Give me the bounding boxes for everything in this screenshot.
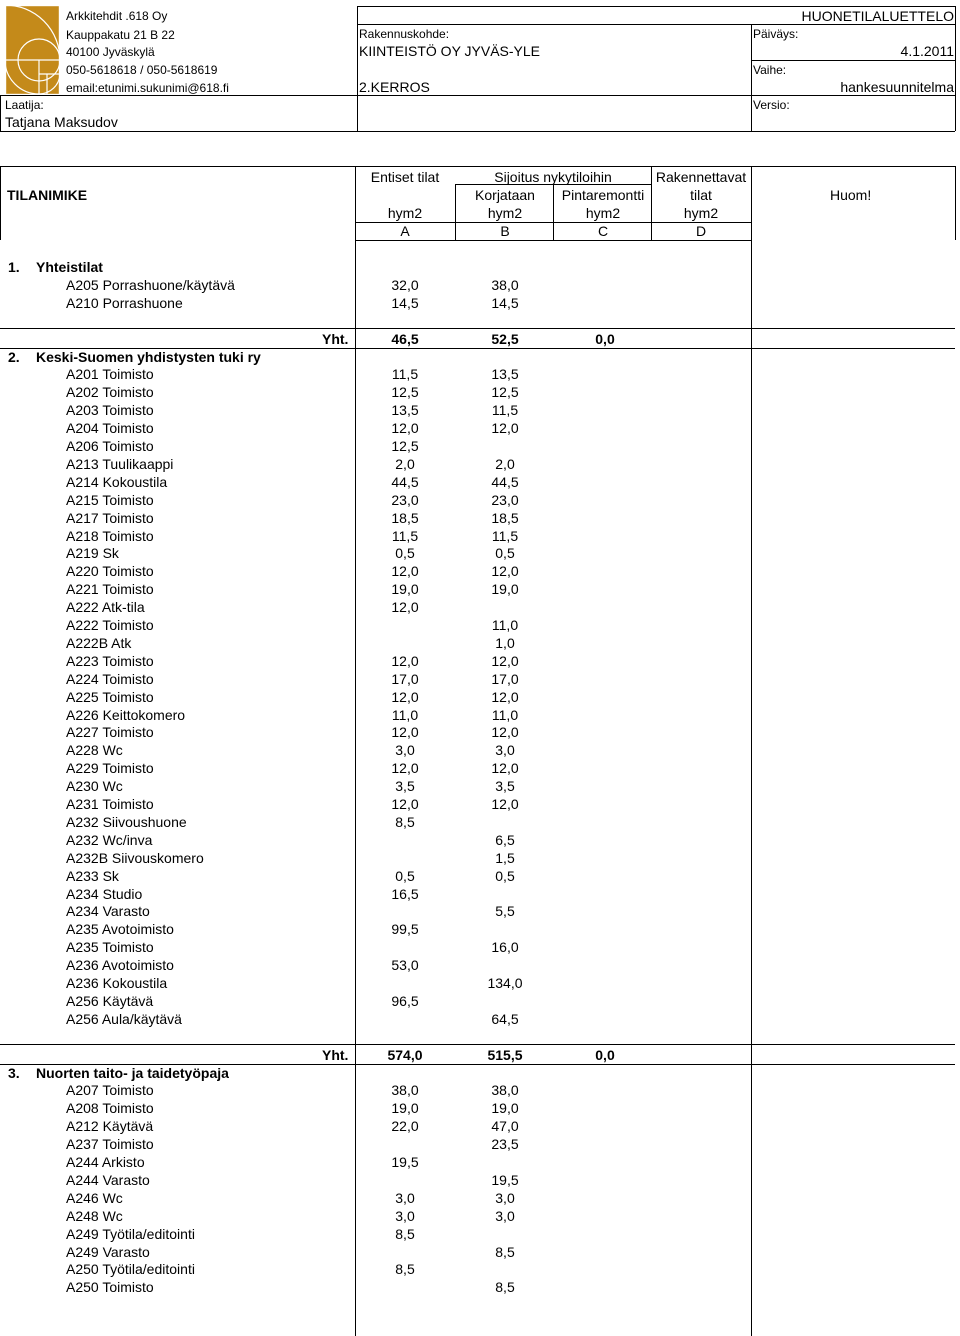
section-header — [0, 1064, 960, 1082]
room-name: A225 Toimisto — [66, 688, 154, 705]
total-existing: 46,5 — [391, 330, 419, 347]
room-row — [0, 1243, 960, 1261]
repair-area: 8,5 — [495, 1279, 515, 1296]
repair-area: 1,5 — [495, 849, 515, 866]
room-name: A206 Toimisto — [66, 438, 154, 454]
existing-area: 12,0 — [391, 688, 419, 705]
room-name: A213 Tuulikaappi — [66, 455, 174, 472]
total-existing: 574,0 — [387, 1046, 423, 1063]
existing-area: 23,0 — [391, 491, 419, 508]
total-repair: 52,5 — [491, 330, 519, 347]
room-name: A232B Siivouskomero — [66, 849, 204, 866]
room-row — [0, 527, 960, 545]
repair-area: 38,0 — [491, 1082, 519, 1099]
room-row — [0, 598, 960, 616]
repair-area: 3,0 — [495, 742, 515, 759]
room-row — [0, 437, 960, 455]
room-name: A220 Toimisto — [66, 563, 154, 580]
room-name: A222B Atk — [66, 634, 132, 651]
existing-area: 13,5 — [391, 402, 419, 419]
room-row — [0, 634, 960, 652]
existing-area: 19,5 — [391, 1154, 419, 1170]
room-name: A228 Wc — [66, 742, 123, 759]
room-row — [0, 276, 960, 294]
room-row — [0, 670, 960, 688]
column-built-header-2: tilat — [690, 187, 712, 203]
company-street: Kauppakatu 21 B 22 — [66, 28, 175, 42]
repair-area: 38,0 — [491, 276, 519, 293]
room-row — [0, 849, 960, 867]
room-name: A227 Toimisto — [66, 724, 154, 741]
room-row — [0, 992, 960, 1010]
repair-area: 3,5 — [495, 778, 515, 795]
column-placement-header: Sijoitus nykytiloihin — [494, 169, 612, 185]
company-city: 40100 Jyväskylä — [66, 45, 155, 59]
existing-area: 3,0 — [395, 1189, 415, 1206]
existing-area: 12,0 — [391, 724, 419, 741]
room-row — [0, 920, 960, 938]
room-name: A233 Sk — [66, 867, 119, 884]
existing-area: 38,0 — [391, 1082, 419, 1099]
room-name: A223 Toimisto — [66, 652, 154, 669]
room-name: A204 Toimisto — [66, 420, 154, 437]
unit-c: hym2 — [585, 205, 621, 221]
existing-area: 8,5 — [395, 1261, 415, 1278]
total-label: Yht. — [322, 330, 349, 347]
unit-d: hym2 — [683, 205, 719, 221]
author-name: Tatjana Maksudov — [5, 114, 118, 130]
room-row — [0, 1010, 960, 1028]
section-number: 2. — [8, 348, 20, 365]
repair-area: 0,5 — [495, 545, 515, 562]
repair-area: 17,0 — [491, 670, 519, 687]
existing-area: 12,0 — [391, 796, 419, 812]
unit-b: hym2 — [487, 205, 523, 221]
column-header-right-border — [955, 166, 956, 240]
floor-name: 2.KERROS — [359, 79, 430, 95]
room-name: A234 Varasto — [66, 903, 150, 920]
room-name: A212 Käytävä — [66, 1118, 154, 1135]
room-row — [0, 759, 960, 777]
room-row — [0, 1260, 960, 1278]
room-name: A202 Toimisto — [66, 384, 154, 401]
room-name: A229 Toimisto — [66, 760, 154, 777]
repair-area: 11,5 — [491, 402, 519, 419]
repair-area: 19,0 — [491, 1100, 519, 1117]
repair-area: 0,5 — [495, 867, 515, 884]
room-row — [0, 1225, 960, 1243]
date-value: 4.1.2011 — [900, 43, 954, 59]
existing-area: 16,5 — [391, 885, 419, 902]
letter-b: B — [500, 223, 510, 239]
room-row — [0, 1117, 960, 1135]
room-row — [0, 652, 960, 670]
existing-area: 99,5 — [391, 921, 419, 938]
room-row — [0, 885, 960, 903]
section-title: Keski-Suomen yhdistysten tuki ry — [36, 348, 261, 365]
room-row — [0, 1171, 960, 1189]
room-name: A222 Toimisto — [66, 617, 154, 633]
header-date-divider — [751, 24, 752, 131]
total-top-line — [0, 328, 955, 329]
total-paint: 0,0 — [595, 1046, 615, 1063]
existing-area: 12,5 — [391, 438, 419, 454]
room-name: A237 Toimisto — [66, 1136, 154, 1153]
room-name: A234 Studio — [66, 885, 143, 902]
room-row — [0, 777, 960, 795]
repair-area: 19,5 — [491, 1171, 519, 1188]
room-row — [0, 831, 960, 849]
room-name: A246 Wc — [66, 1189, 123, 1206]
letter-c: C — [597, 223, 609, 239]
repair-area: 11,0 — [491, 617, 519, 633]
header-right-border — [955, 6, 956, 131]
existing-area: 11,0 — [391, 706, 419, 723]
section-title: Nuorten taito- ja taidetyöpaja — [36, 1064, 229, 1081]
repair-area: 23,0 — [491, 491, 519, 508]
header-line-phase — [751, 60, 955, 61]
date-label: Päiväys: — [753, 27, 799, 41]
room-name: A201 Toimisto — [66, 366, 154, 383]
version-label: Versio: — [753, 98, 790, 112]
room-name: A248 Wc — [66, 1207, 123, 1224]
existing-area: 18,5 — [391, 509, 419, 526]
section-header — [0, 258, 960, 276]
document-title: HUONETILALUETTELO — [801, 8, 954, 24]
room-row — [0, 867, 960, 885]
repair-area: 12,0 — [491, 796, 519, 812]
room-name: A210 Porrashuone — [66, 294, 183, 311]
existing-area: 12,0 — [391, 760, 419, 777]
grid-line-b — [455, 184, 456, 240]
room-name: A250 Työtila/editointi — [66, 1261, 195, 1278]
room-name: A222 Atk-tila — [66, 599, 145, 616]
room-name: A205 Porrashuone/käytävä — [66, 276, 235, 293]
repair-area: 134,0 — [487, 975, 523, 991]
repair-area: 12,0 — [491, 652, 519, 669]
section-number: 1. — [8, 259, 20, 275]
site-label: Rakennuskohde: — [359, 27, 450, 41]
room-row — [0, 580, 960, 598]
column-paint-header: Pintaremontti — [561, 187, 645, 203]
room-name: A207 Toimisto — [66, 1082, 154, 1099]
existing-area: 3,0 — [395, 1207, 415, 1224]
section-number: 3. — [8, 1064, 20, 1081]
room-name: A244 Varasto — [66, 1171, 150, 1188]
repair-area: 47,0 — [491, 1118, 519, 1135]
room-row — [0, 1207, 960, 1225]
header-line-mid — [0, 95, 955, 96]
repair-area: 64,5 — [491, 1010, 519, 1027]
room-row — [0, 419, 960, 437]
room-row — [0, 491, 960, 509]
repair-area: 11,5 — [491, 527, 519, 544]
room-row — [0, 938, 960, 956]
existing-area: 44,5 — [391, 473, 419, 490]
room-name: A203 Toimisto — [66, 402, 154, 419]
existing-area: 19,0 — [391, 581, 419, 598]
repair-area: 12,0 — [491, 563, 519, 580]
room-name: A217 Toimisto — [66, 509, 154, 526]
repair-area: 12,0 — [491, 688, 519, 705]
room-row — [0, 365, 960, 383]
existing-area: 3,5 — [395, 778, 415, 795]
room-row — [0, 723, 960, 741]
repair-area: 6,5 — [495, 831, 515, 848]
section-title: Yhteistilat — [36, 259, 103, 275]
column-header-top-line — [0, 166, 955, 167]
total-paint: 0,0 — [595, 330, 615, 347]
room-row — [0, 974, 960, 992]
repair-area: 44,5 — [491, 473, 519, 490]
room-row — [0, 544, 960, 562]
existing-area: 22,0 — [391, 1118, 419, 1135]
room-row — [0, 1135, 960, 1153]
header-line-date — [357, 24, 955, 25]
room-row — [0, 1099, 960, 1117]
column-note-header: Huom! — [830, 187, 872, 203]
room-name: A236 Avotoimisto — [66, 957, 174, 974]
room-row — [0, 383, 960, 401]
room-row — [0, 1081, 960, 1099]
room-name: A221 Toimisto — [66, 581, 154, 598]
room-row — [0, 294, 960, 312]
repair-area: 8,5 — [495, 1243, 515, 1260]
room-name: A232 Siivoushuone — [66, 813, 187, 830]
room-row — [0, 1153, 960, 1171]
repair-area: 12,0 — [491, 760, 519, 777]
repair-area: 3,0 — [495, 1207, 515, 1224]
room-name: A226 Keittokomero — [66, 706, 186, 723]
repair-area: 1,0 — [495, 634, 515, 651]
room-row — [0, 741, 960, 759]
existing-area: 2,0 — [395, 455, 415, 472]
room-name: A256 Käytävä — [66, 992, 154, 1009]
letter-a: A — [400, 223, 410, 239]
unit-a: hym2 — [387, 205, 423, 221]
grid-line-d — [651, 166, 652, 240]
author-label: Laatija: — [5, 98, 44, 112]
total-repair: 515,5 — [487, 1046, 523, 1063]
existing-area: 11,5 — [391, 366, 419, 383]
phase-value: hankesuunnitelma — [840, 79, 954, 95]
room-row — [0, 616, 960, 634]
repair-area: 12,0 — [491, 724, 519, 741]
golden-ratio-logo — [5, 5, 60, 95]
existing-area: 12,0 — [391, 563, 419, 580]
repair-area: 3,0 — [495, 1189, 515, 1206]
room-name: A215 Toimisto — [66, 491, 154, 508]
column-header-left-border — [0, 166, 1, 240]
room-row — [0, 795, 960, 813]
existing-area: 53,0 — [391, 957, 419, 974]
company-name: Arkkitehdit .618 Oy — [66, 9, 168, 23]
room-row — [0, 455, 960, 473]
total-label: Yht. — [322, 1046, 349, 1063]
room-name: A232 Wc/inva — [66, 831, 153, 848]
section-header — [0, 348, 960, 366]
room-name: A235 Avotoimisto — [66, 921, 174, 938]
phase-label: Vaihe: — [753, 63, 787, 77]
site-name: KIINTEISTÖ OY JYVÄS-YLE — [359, 43, 541, 59]
room-row — [0, 956, 960, 974]
repair-area: 23,5 — [491, 1136, 519, 1153]
existing-area: 12,0 — [391, 652, 419, 669]
company-phone: 050-5618618 / 050-5618619 — [66, 63, 218, 77]
existing-area: 96,5 — [391, 992, 419, 1009]
repair-area: 5,5 — [495, 903, 515, 920]
room-name: A208 Toimisto — [66, 1100, 154, 1117]
grid-line-c — [553, 184, 554, 240]
room-row — [0, 1278, 960, 1296]
repair-area: 12,0 — [491, 420, 519, 437]
room-name: A244 Arkisto — [66, 1154, 145, 1170]
room-name: A231 Toimisto — [66, 796, 154, 812]
room-name: A249 Työtila/editointi — [66, 1225, 195, 1242]
room-name: A236 Kokoustila — [66, 975, 168, 991]
header-left-border — [0, 95, 1, 131]
room-row — [0, 562, 960, 580]
room-row — [0, 509, 960, 527]
room-row — [0, 706, 960, 724]
header-site-divider — [357, 6, 358, 131]
column-built-header: Rakennettavat — [655, 169, 747, 185]
room-name: A235 Toimisto — [66, 939, 154, 956]
room-name: A224 Toimisto — [66, 670, 154, 687]
room-name: A256 Aula/käytävä — [66, 1010, 182, 1027]
existing-area: 19,0 — [391, 1100, 419, 1117]
existing-area: 0,5 — [395, 545, 415, 562]
section-total-row — [0, 1046, 960, 1064]
room-row — [0, 401, 960, 419]
existing-area: 0,5 — [395, 867, 415, 884]
existing-area: 12,0 — [391, 420, 419, 437]
repair-area: 16,0 — [491, 939, 519, 956]
letters-bottom-line — [355, 240, 751, 241]
room-list — [0, 258, 960, 1336]
section-total-row — [0, 330, 960, 348]
repair-area: 2,0 — [495, 455, 515, 472]
company-email: email:etunimi.sukunimi@618.fi — [66, 81, 229, 95]
existing-area: 8,5 — [395, 813, 415, 830]
room-name: A218 Toimisto — [66, 527, 154, 544]
repair-area: 14,5 — [491, 294, 519, 311]
existing-area: 3,0 — [395, 742, 415, 759]
repair-area: 19,0 — [491, 581, 519, 598]
existing-area: 11,5 — [391, 527, 419, 544]
room-name: A230 Wc — [66, 778, 123, 795]
repair-area: 11,0 — [491, 706, 519, 723]
room-row — [0, 1189, 960, 1207]
existing-area: 12,5 — [391, 384, 419, 401]
repair-area: 12,5 — [491, 384, 519, 401]
room-name: A249 Varasto — [66, 1243, 150, 1260]
existing-area: 8,5 — [395, 1225, 415, 1242]
header-bottom-line — [0, 131, 955, 132]
room-name: A214 Kokoustila — [66, 473, 168, 490]
total-top-line — [0, 1044, 955, 1045]
room-row — [0, 473, 960, 491]
column-existing-header: Entiset tilat — [370, 169, 440, 185]
existing-area: 17,0 — [391, 670, 419, 687]
column-name-header: TILANIMIKE — [7, 187, 88, 203]
existing-area: 12,0 — [391, 599, 419, 616]
room-name: A219 Sk — [66, 545, 119, 562]
header-top-line — [357, 6, 955, 7]
letter-d: D — [695, 223, 707, 239]
room-row — [0, 688, 960, 706]
room-row — [0, 813, 960, 831]
room-name: A250 Toimisto — [66, 1279, 154, 1296]
existing-area: 14,5 — [391, 294, 419, 311]
room-row — [0, 902, 960, 920]
repair-area: 18,5 — [491, 509, 519, 526]
repair-area: 13,5 — [491, 366, 519, 383]
column-repair-header: Korjataan — [475, 187, 535, 203]
existing-area: 32,0 — [391, 276, 419, 293]
